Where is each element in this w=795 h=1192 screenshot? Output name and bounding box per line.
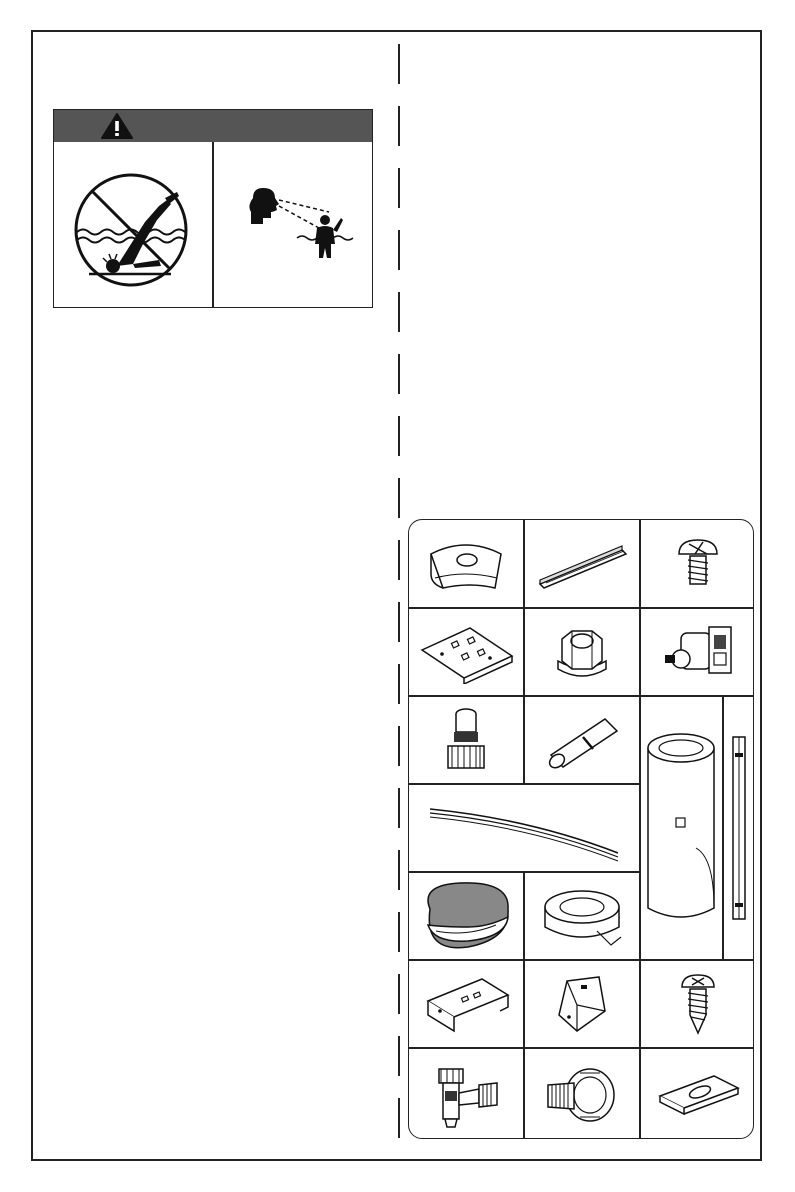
warning-box — [53, 109, 373, 308]
part-return-fitting — [524, 1048, 639, 1139]
warning-divider — [212, 142, 214, 307]
part-bracket — [409, 960, 523, 1048]
part-skimmer-motor — [640, 608, 754, 696]
part-self-tapping-screw — [640, 960, 754, 1048]
part-vertical-upright — [723, 696, 754, 960]
part-cover-bag — [409, 872, 523, 960]
bottom-rail-icon — [424, 793, 624, 863]
clip-cap-icon — [652, 1066, 744, 1122]
supervise-children-icon — [219, 148, 369, 298]
part-hex-nut — [524, 608, 639, 696]
coping-cap-icon — [421, 534, 511, 594]
tape-roll-icon — [537, 883, 627, 949]
parts-list — [408, 519, 754, 1139]
return-fitting-icon — [540, 1059, 624, 1129]
bracket-icon — [418, 973, 514, 1035]
part-tape-roll — [524, 872, 639, 960]
hose-connector-icon — [438, 702, 494, 778]
top-rail-strip-icon — [534, 534, 630, 594]
drain-valve-icon — [421, 1057, 511, 1131]
part-hose-connector — [409, 696, 523, 784]
part-corner-guard — [524, 960, 639, 1048]
part-pool-liner-roll — [640, 696, 722, 960]
no-diving-icon — [59, 148, 209, 298]
column-divider — [398, 44, 400, 1140]
part-drain-valve — [409, 1048, 523, 1139]
hex-nut-icon — [550, 621, 614, 683]
part-mounting-plate — [409, 608, 523, 696]
part-top-rail-strip — [524, 520, 639, 608]
screw-icon — [673, 532, 723, 596]
pool-liner-roll-icon — [644, 728, 718, 928]
warning-triangle-icon — [100, 112, 134, 140]
cover-bag-icon — [416, 879, 516, 953]
mounting-plate-icon — [416, 620, 516, 684]
connector-sleeve-icon — [537, 705, 627, 775]
part-screw — [640, 520, 754, 608]
corner-guard-icon — [547, 971, 617, 1037]
part-clip-cap — [640, 1048, 754, 1139]
part-coping-cap — [409, 520, 523, 608]
part-bottom-rail — [409, 784, 639, 872]
self-tapping-screw-icon — [678, 969, 718, 1039]
skimmer-motor-icon — [659, 619, 737, 685]
vertical-upright-icon — [729, 733, 749, 923]
warning-banner — [54, 110, 372, 142]
part-connector-sleeve — [524, 696, 639, 784]
